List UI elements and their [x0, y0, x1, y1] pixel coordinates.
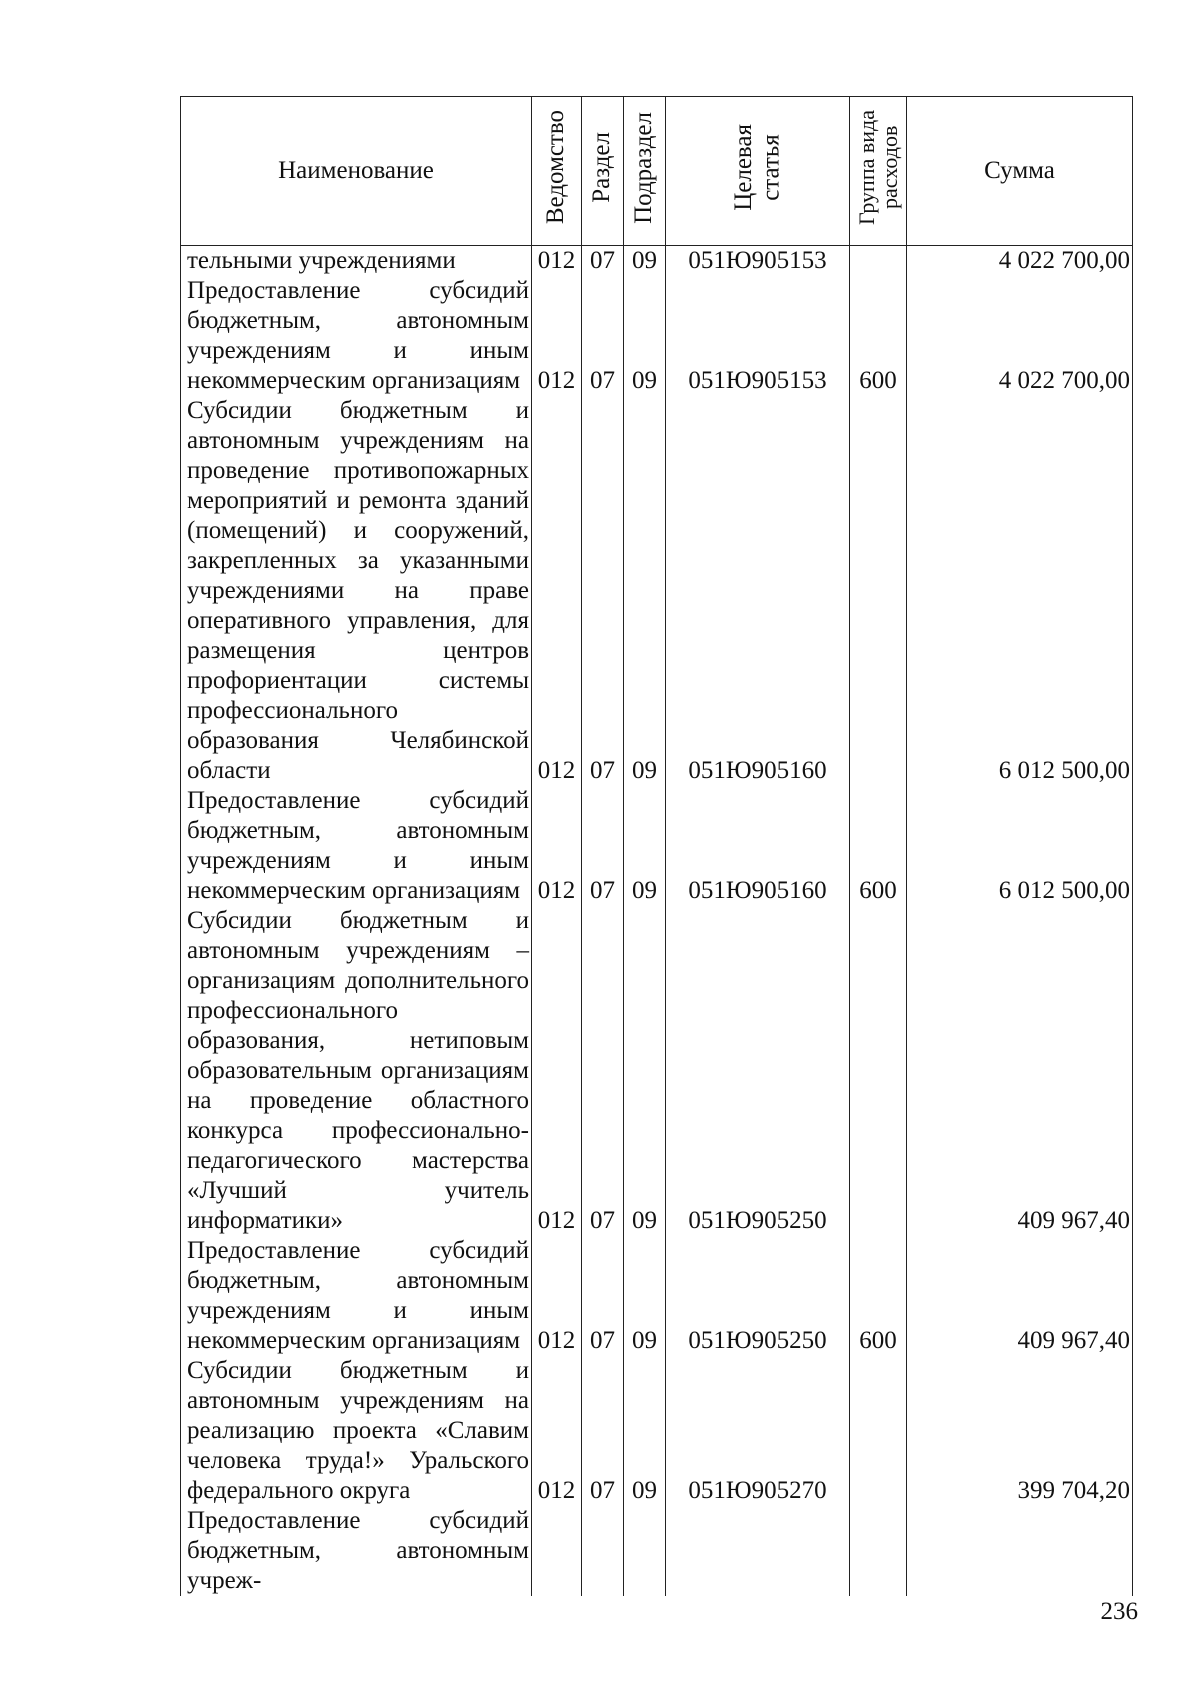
row-vedomstvo: 012	[532, 906, 582, 1236]
row-podrazdel: 09	[624, 786, 666, 906]
row-podrazdel: 09	[624, 1236, 666, 1356]
row-vedomstvo: 012	[532, 1356, 582, 1506]
row-vedomstvo: 012	[532, 1236, 582, 1356]
row-gruppa	[850, 1506, 907, 1596]
row-summa: 4 022 700,00	[907, 276, 1133, 396]
row-name: Субсидии бюджетным и автономным учреждениям на реализацию проекта «Славим человека труда!» Уральского федерального округа	[181, 1356, 532, 1506]
row-podrazdel: 09	[624, 396, 666, 786]
row-vedomstvo	[532, 1506, 582, 1596]
table-row	[181, 786, 1133, 906]
row-celevaya-statya: 051Ю905250	[666, 906, 850, 1236]
row-celevaya-statya: 051Ю905250	[666, 1236, 850, 1356]
row-podrazdel	[624, 1506, 666, 1596]
row-gruppa	[850, 906, 907, 1236]
budget-table	[180, 96, 1133, 1596]
row-razdel: 07	[582, 276, 624, 396]
row-gruppa: 600	[850, 276, 907, 396]
row-vedomstvo: 012	[532, 246, 582, 277]
row-name: Субсидии бюджетным и автономным учреждениям – организациям дополнительного профессионального образования, нетиповым образовательным организациям на проведение областного конкурса профессионально-педагогического мастерства «Лучший учитель информатики»	[181, 906, 532, 1236]
table-row	[181, 1356, 1133, 1506]
table-row	[181, 396, 1133, 786]
table-row	[181, 276, 1133, 396]
row-summa: 6 012 500,00	[907, 786, 1133, 906]
table-row	[181, 246, 1133, 277]
row-podrazdel: 09	[624, 1356, 666, 1506]
table-row	[181, 1506, 1133, 1596]
row-name: Субсидии бюджетным и автономным учреждениям на проведение противопожарных мероприятий и ремонта зданий (помещений) и сооружений, закрепленных за указанными учреждениями на праве оперативного управления, для размещения центров профориентации системы профессионального образования Челябинской области	[181, 396, 532, 786]
header-podrazdel: Подраздел	[624, 97, 666, 246]
row-name: Предоставление субсидий бюджетным, автономным учреждениям и иным некоммерческим организациям	[181, 276, 532, 396]
row-razdel	[582, 1506, 624, 1596]
row-vedomstvo: 012	[532, 276, 582, 396]
row-name: Предоставление субсидий бюджетным, автономным учреж-	[181, 1506, 532, 1596]
row-gruppa	[850, 1356, 907, 1506]
row-celevaya-statya: 051Ю905160	[666, 786, 850, 906]
row-razdel: 07	[582, 1356, 624, 1506]
row-summa: 409 967,40	[907, 906, 1133, 1236]
header-celevaya-statya: Целевая статья	[666, 97, 850, 246]
header-gruppa-vida-rashodov: Группа вида расходов	[850, 97, 907, 246]
row-name: Предоставление субсидий бюджетным, автономным учреждениям и иным некоммерческим организациям	[181, 786, 532, 906]
row-summa: 399 704,20	[907, 1356, 1133, 1506]
header-name: Наименование	[181, 97, 532, 246]
row-gruppa	[850, 246, 907, 277]
row-podrazdel: 09	[624, 276, 666, 396]
row-vedomstvo: 012	[532, 786, 582, 906]
table-body	[181, 246, 1133, 1597]
header-razdel: Раздел	[582, 97, 624, 246]
row-gruppa: 600	[850, 786, 907, 906]
row-vedomstvo: 012	[532, 396, 582, 786]
row-razdel: 07	[582, 906, 624, 1236]
row-razdel: 07	[582, 786, 624, 906]
row-summa	[907, 1506, 1133, 1596]
row-razdel: 07	[582, 396, 624, 786]
table-header	[181, 97, 1133, 246]
row-name: Предоставление субсидий бюджетным, автономным учреждениям и иным некоммерческим организациям	[181, 1236, 532, 1356]
row-celevaya-statya: 051Ю905153	[666, 246, 850, 277]
table-row	[181, 906, 1133, 1236]
row-celevaya-statya	[666, 1506, 850, 1596]
row-podrazdel: 09	[624, 906, 666, 1236]
row-gruppa	[850, 396, 907, 786]
header-summa: Сумма	[907, 97, 1133, 246]
table-row	[181, 1236, 1133, 1356]
row-podrazdel: 09	[624, 246, 666, 277]
row-name: тельными учреждениями	[181, 246, 532, 277]
row-celevaya-statya: 051Ю905270	[666, 1356, 850, 1506]
row-celevaya-statya: 051Ю905160	[666, 396, 850, 786]
row-gruppa: 600	[850, 1236, 907, 1356]
row-summa: 6 012 500,00	[907, 396, 1133, 786]
row-celevaya-statya: 051Ю905153	[666, 276, 850, 396]
row-summa: 4 022 700,00	[907, 246, 1133, 277]
header-vedomstvo: Ведомство	[532, 97, 582, 246]
row-razdel: 07	[582, 1236, 624, 1356]
row-summa: 409 967,40	[907, 1236, 1133, 1356]
row-razdel: 07	[582, 246, 624, 277]
page-number: 236	[1100, 1598, 1138, 1625]
